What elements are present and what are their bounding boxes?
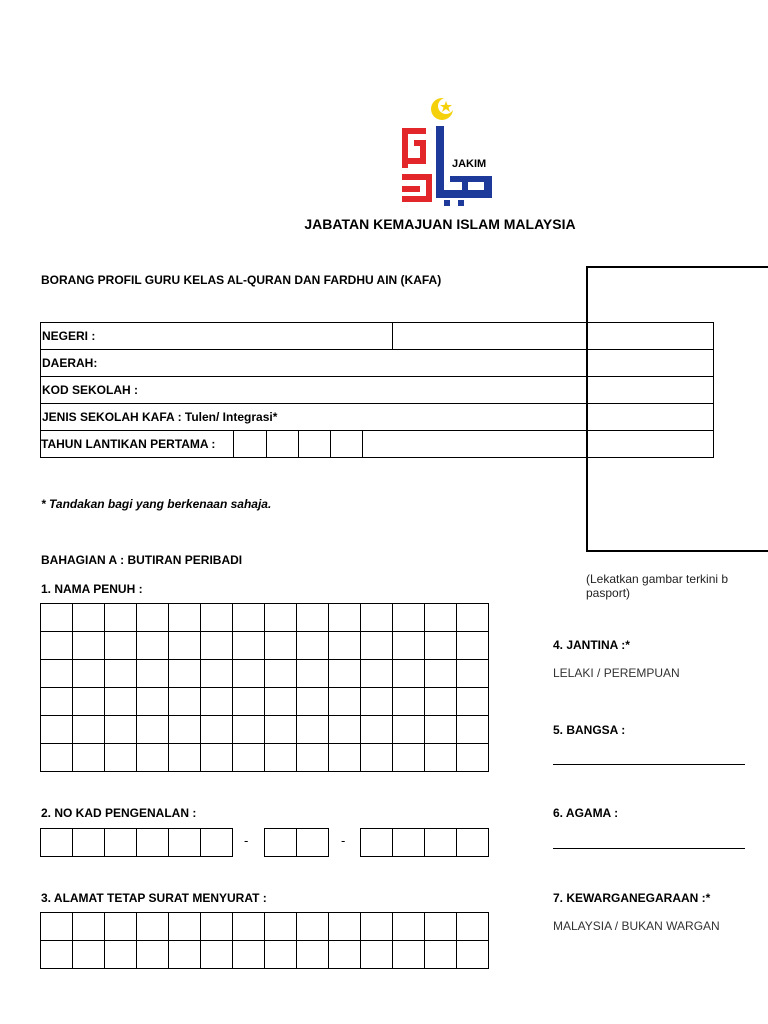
ic-separator: -: [341, 833, 346, 848]
address-grid[interactable]: [40, 912, 489, 969]
section-a-title: BAHAGIAN A : BUTIRAN PERIBADI: [41, 553, 243, 567]
kod-sekolah-label: KOD SEKOLAH :: [42, 383, 138, 397]
q7-label: 7. KEWARGANEGARAAN :*: [553, 891, 711, 905]
q2-label: 2. NO KAD PENGENALAN :: [41, 806, 197, 820]
q6-answer-line[interactable]: [553, 848, 745, 849]
negeri-label: NEGERI :: [41, 323, 393, 350]
ic-separator: -: [244, 833, 249, 848]
jenis-sekolah-label: JENIS SEKOLAH KAFA : Tulen/ Integrasi*: [42, 410, 278, 424]
year-box[interactable]: [266, 431, 298, 457]
year-box[interactable]: [298, 431, 330, 457]
name-grid[interactable]: [40, 603, 489, 772]
q5-answer-line[interactable]: [553, 764, 745, 765]
photo-caption-line2: pasport): [586, 586, 631, 600]
q7-options[interactable]: MALAYSIA / BUKAN WARGAN: [553, 919, 720, 933]
q1-label: 1. NAMA PENUH :: [41, 582, 143, 596]
year-box[interactable]: [362, 431, 394, 457]
daerah-label: DAERAH:: [42, 356, 98, 370]
year-box[interactable]: [330, 431, 362, 457]
q4-label: 4. JANTINA :*: [553, 638, 630, 652]
ic-part3-grid[interactable]: [360, 828, 489, 857]
jakim-logo: [400, 96, 496, 208]
ic-part1-grid[interactable]: [40, 828, 233, 857]
q5-label: 5. BANGSA :: [553, 723, 626, 737]
year-box[interactable]: [233, 431, 266, 457]
photo-caption: [586, 572, 768, 600]
form-title: BORANG PROFIL GURU KELAS AL-QURAN DAN FARDHU AIN (KAFA): [41, 273, 442, 287]
form-note: * Tandakan bagi yang berkenaan sahaja.: [41, 497, 272, 511]
tahun-lantikan-label: TAHUN LANTIKAN PERTAMA :: [41, 437, 216, 451]
agency-name: JABATAN KEMAJUAN ISLAM MALAYSIA: [304, 216, 576, 232]
ic-part2-grid[interactable]: [264, 828, 329, 857]
photo-caption-line1: (Lekatkan gambar terkini b: [586, 572, 729, 586]
q3-label: 3. ALAMAT TETAP SURAT MENYURAT :: [41, 891, 267, 905]
q4-options[interactable]: LELAKI / PEREMPUAN: [553, 666, 680, 680]
logo-text: JAKIM: [452, 158, 487, 170]
q6-label: 6. AGAMA :: [553, 806, 619, 820]
photo-box[interactable]: [586, 266, 768, 552]
